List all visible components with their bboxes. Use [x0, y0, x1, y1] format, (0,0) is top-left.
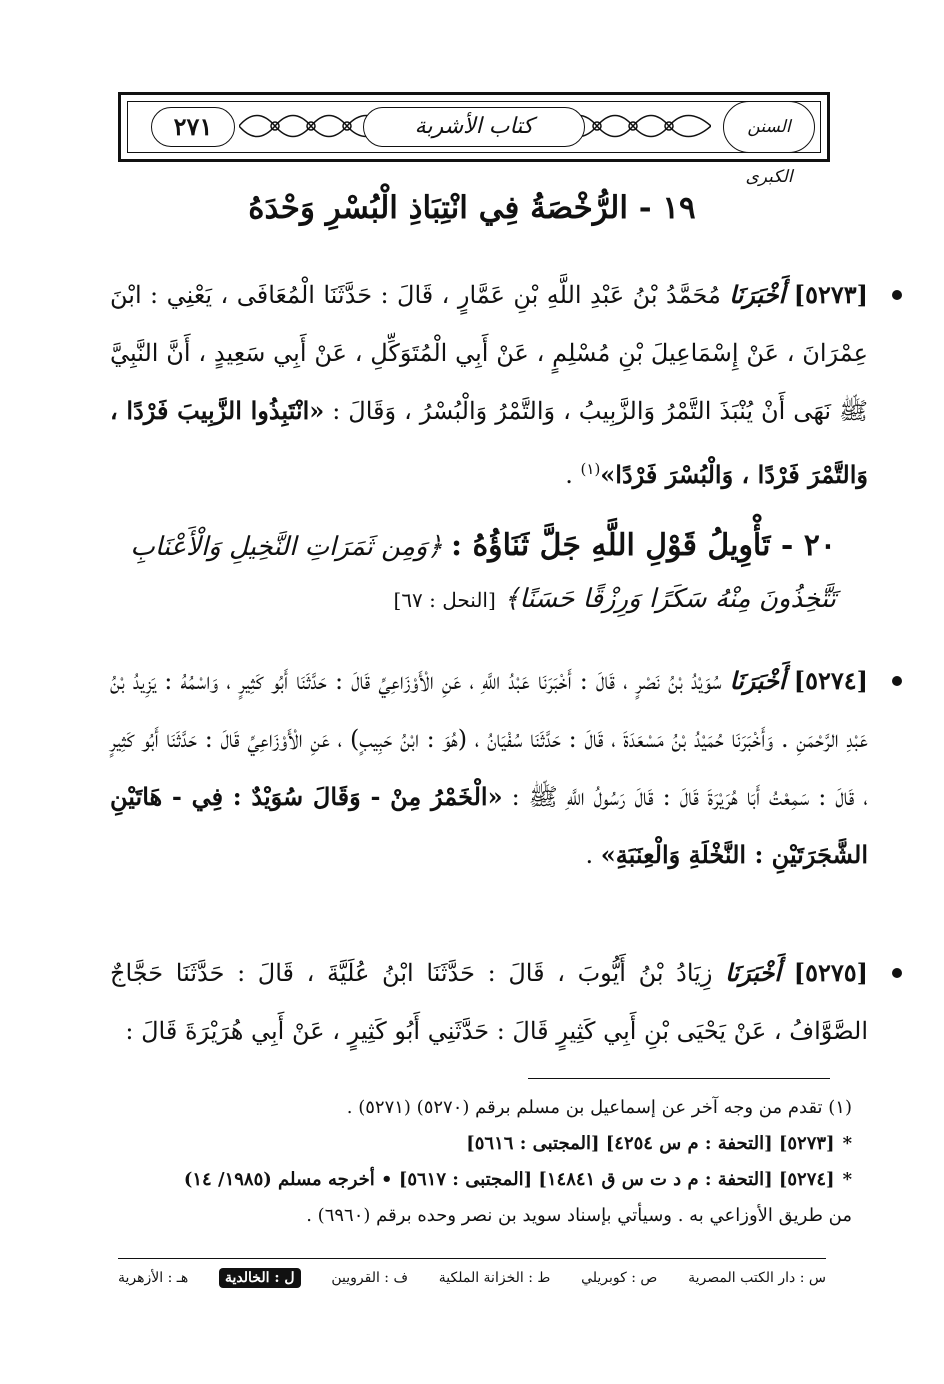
hadith-text: مُحَمَّدُ بْنُ عَبْدِ اللَّهِ بْنِ عَمَّارٍ ، قَالَ : حَدَّثَنَا الْمُعَافَى ، يَعْنِي : ابْنَ عِمْرَانَ ، عَنْ إِسْمَاعِيلَ بْنِ مُسْلِمٍ ، عَنْ أَبِي الْمُتَوَكِّلِ ، عَنْ أَبِي سَعِيدٍ ، أَنَّ النَّبِيَّ ﷺ نَهَى أَنْ يُنْبَذَ التَّمْرُ وَالزَّبِيبُ ، وَالتَّمْرُ وَالْبُسْرُ ، وَقَالَ : [110, 281, 869, 425]
footnote-divider [528, 1078, 830, 1079]
footnote-3-text: [٥٢٧٤] [التحفة : م د ت س ق ١٤٨٤١] [المجتبى : ٥٦١٧] • أخرجه مسلم (١٩٨٥/ ١٤) [183, 1169, 835, 1190]
hadith-quote: «الْخَمْرُ مِنْ - وَقَالَ سُوَيْدٌ : فِي - هَاتَيْنِ الشَّجَرَتَيْنِ : النَّخْلَةِ وَالْعِنَبَةِ» [110, 782, 868, 869]
hadith-5273 [110, 266, 868, 504]
verse-reference: [النحل : ٦٧] [393, 588, 496, 612]
hadith-akhbarana: أَخْبَرَنَا [725, 958, 782, 987]
book-logo-text: السنن الكبرى [745, 117, 793, 187]
hadith-akhbarana: أَخْبَرَنَا [729, 666, 786, 695]
page-number: ٢٧١ [151, 107, 235, 147]
quran-verse: ﴿وَمِن ثَمَرَاتِ النَّخِيلِ وَالْأَعْنَابِ تَتَّخِذُونَ مِنْهُ سَكَرًا وَرِزْقًا حَسَنًا﴾ [130, 532, 836, 614]
legend-s2: ص : كوبريلي [581, 1270, 658, 1286]
hadith-akhbarana: أَخْبَرَنَا [729, 280, 786, 309]
bullet-icon [892, 290, 902, 300]
hadith-quote: «انْتَبِذُوا الزَّبِيبَ فَرْدًا ، وَالتَّمْرَ فَرْدًا ، وَالْبُسْرَ فَرْدًا» [110, 396, 868, 489]
hadith-5275 [110, 944, 868, 1060]
legend-s: س : دار الكتب المصرية [688, 1270, 826, 1286]
hadith-text: سُوَيْدُ بْنُ نَصْرٍ ، قَالَ : أَخْبَرَنَا عَبْدُ اللَّهِ ، عَنِ الْأَوْزَاعِيِّ قَالَ : حَدَّثَنَا أَبُو كَثِيرٍ ، وَاسْمُهُ : يَزِيدُ بْنُ عَبْدِ الرَّحْمَنِ . وَأَخْبَرَنَا حُمَيْدُ بْنُ مَسْعَدَةَ ، قَالَ : حَدَّثَنَا سُفْيَانُ ، (هُوَ : ابْنُ حَبِيبٍ) ، عَنِ الْأَوْزَاعِيِّ قَالَ : حَدَّثَنَا أَبُو كَثِيرٍ ، قَالَ : سَمِعْتُ أَبَا هُرَيْرَةَ قَالَ : قَالَ رَسُولُ اللَّهِ ﷺ : [110, 667, 868, 811]
footnote-4: من طريق الأوزاعي به . وسيأتي بإسناد سويد بن نصر وحده برقم (٦٩٦٠) . [306, 1205, 852, 1226]
star-icon: * [842, 1133, 852, 1154]
hadith-number: [٥٢٧٥] [793, 958, 868, 987]
footnote-ref: (١) [580, 460, 601, 478]
chapter-heading-20 [110, 520, 836, 626]
hadith-5274 [110, 652, 868, 884]
footnote-3 [100, 1162, 852, 1198]
hadith-text: زِيَادُ بْنُ أَيُّوبَ ، قَالَ : حَدَّثَنَا ابْنُ عُلَيَّةَ ، قَالَ : حَدَّثَنَا حَجَّاجٌ الصَّوَّافُ ، عَنْ يَحْيَى بْنِ أَبِي كَثِيرٍ قَالَ : حَدَّثَنِي أَبُو كَثِيرٍ ، عَنْ أَبِي هُرَيْرَةَ قَالَ : [110, 959, 868, 1045]
bullet-icon [892, 676, 902, 686]
manuscript-legend [118, 1264, 826, 1292]
hadith-end: . [585, 841, 601, 869]
page-header [118, 92, 830, 187]
hadith-end: . [565, 461, 581, 489]
book-logo [723, 101, 815, 187]
chapter-heading-19: ١٩ - الرُّخْصَةُ فِي انْتِبَاذِ الْبُسْرِ وَحْدَهُ [248, 190, 696, 226]
legend-divider [118, 1258, 826, 1259]
footnotes [100, 1090, 852, 1234]
footnote-1: (١) تقدم من وجه آخر عن إسماعيل بن مسلم برقم (٥٢٧٠) (٥٢٧١) . [346, 1097, 852, 1118]
legend-f: ف : القرويين [331, 1270, 408, 1286]
chapter-20-title: ٢٠ - تَأْوِيلُ قَوْلِ اللَّهِ جَلَّ ثَنَاؤُهُ : [450, 528, 836, 563]
bullet-icon [892, 968, 902, 978]
book-title: كتاب الأشربة [363, 107, 585, 147]
footnote-2 [100, 1126, 852, 1162]
footnote-2-text: [٥٢٧٣] [التحفة : م س ٤٢٥٤] [المجتبى : ٥٦١٦] [466, 1133, 835, 1154]
legend-t: ط : الخزانة الملكية [438, 1270, 551, 1286]
hadith-number: [٥٢٧٣] [793, 280, 868, 309]
hadith-number: [٥٢٧٤] [793, 666, 869, 695]
legend-h: هـ : الأزهرية [118, 1270, 189, 1286]
legend-l: ل : الخالدية [219, 1268, 301, 1288]
star-icon: * [842, 1169, 852, 1190]
